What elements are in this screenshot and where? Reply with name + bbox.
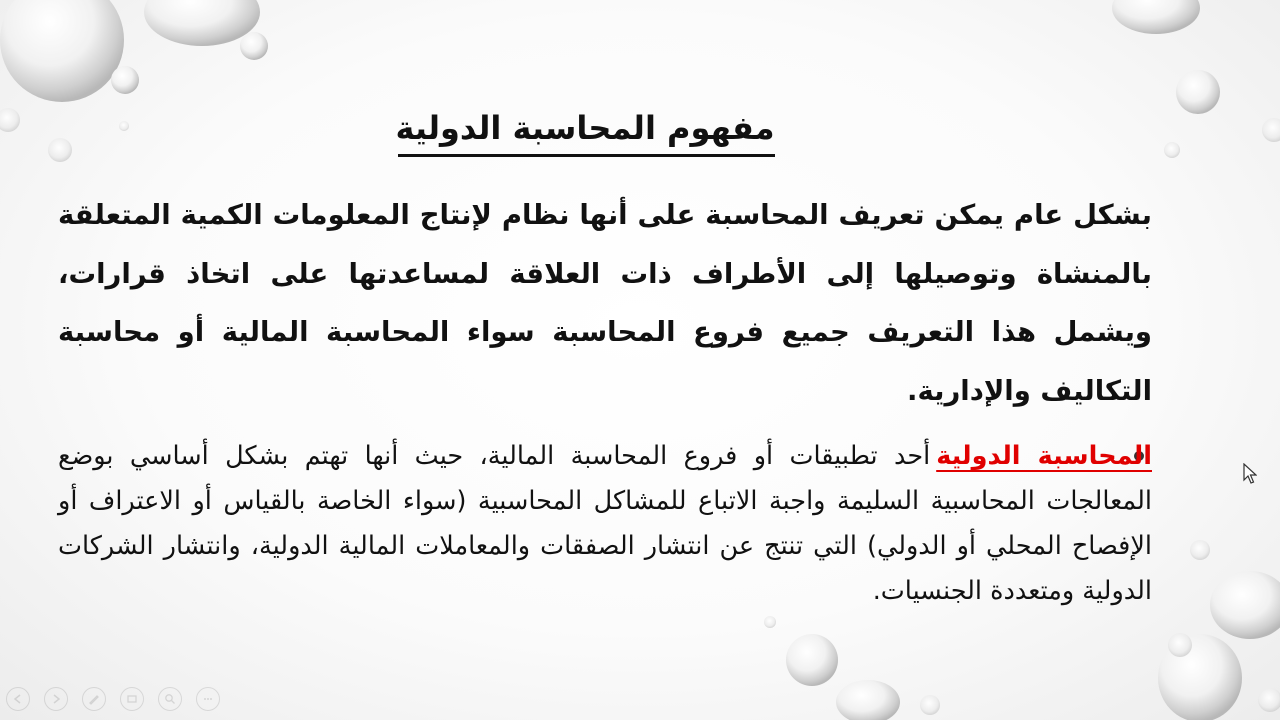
droplet: [1168, 633, 1192, 657]
definition-paragraph: بشكل عام يمكن تعريف المحاسبة على أنها نظام لإنتاج المعلومات الكمية المتعلقة بالمنشاة وتوصيلها إلى الأطراف ذات العلاقة لمساعدتها على اتخاذ قرارات، ويشمل هذا التعريف جميع فروع المحاسبة سواء المحاسبة المالية أو محاسبة التكاليف والإدارية.: [58, 199, 1152, 407]
highlight-term: المحاسبة الدولية: [936, 441, 1152, 471]
slide-title: مفهوم المحاسبة الدولية: [395, 109, 775, 147]
droplet: [1190, 540, 1210, 560]
bullet-item: [58, 434, 1152, 614]
title-underline: [398, 154, 775, 157]
droplet: [920, 695, 940, 715]
droplet: [1262, 118, 1280, 142]
previous-icon[interactable]: [6, 687, 30, 711]
droplet: [0, 108, 20, 132]
presenter-toolbar: [6, 684, 220, 714]
options-icon[interactable]: [196, 687, 220, 711]
droplet: [111, 66, 139, 94]
droplet: [240, 32, 268, 60]
droplet: [0, 0, 124, 102]
droplet: [1164, 142, 1180, 158]
droplet: [119, 121, 129, 131]
bullet-text: أحد تطبيقات أو فروع المحاسبة المالية، حيث أنها تهتم بشكل أساسي بوضع المعالجات المحاسبية السليمة واجبة الاتباع للمشاكل المحاسبية (سواء الخاصة بالقياس أو الاعتراف أو الإفصاح المحلي أو الدولي) التي تنتج عن انتشار الصفقات والمعاملات المالية الدولية، وانتشار الشركات الدولية ومتعددة الجنسيات.: [58, 441, 1152, 606]
droplet: [764, 616, 776, 628]
slides-icon[interactable]: [120, 687, 144, 711]
droplet: [786, 634, 838, 686]
pen-icon[interactable]: [82, 687, 106, 711]
droplet: [1176, 70, 1220, 114]
droplet: [144, 0, 260, 46]
zoom-icon[interactable]: [158, 687, 182, 711]
next-icon[interactable]: [44, 687, 68, 711]
droplet: [1210, 571, 1280, 639]
droplet: [1258, 688, 1280, 712]
droplet: [1112, 0, 1200, 34]
mouse-pointer-icon: [1243, 463, 1257, 485]
droplet: [48, 138, 72, 162]
droplet: [836, 680, 900, 720]
droplet: [1158, 634, 1242, 720]
